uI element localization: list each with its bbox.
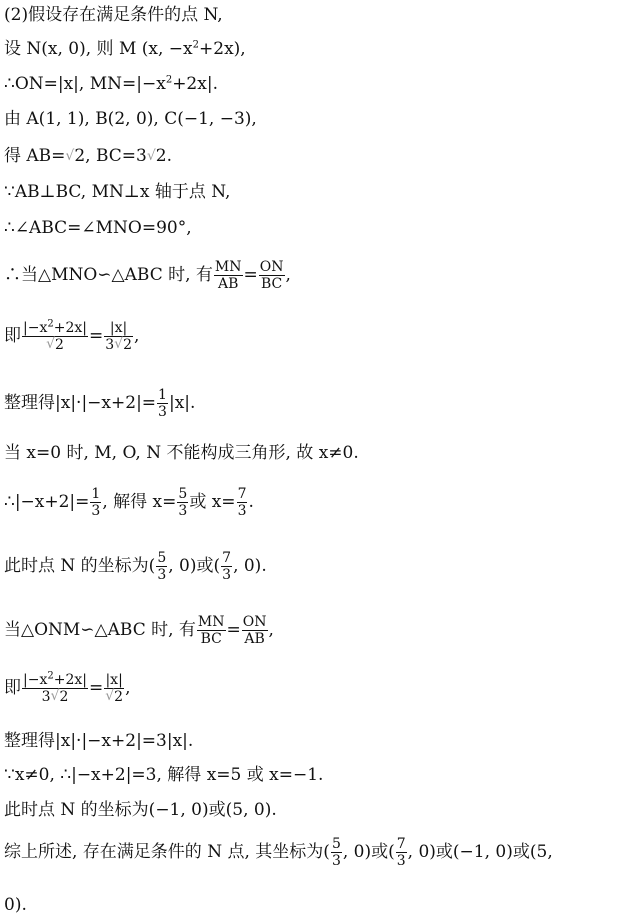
fraction: $\frac{7}{3}$ [237, 486, 247, 519]
fraction: $\frac{1}{3}$ [91, 486, 101, 519]
line-9: 即 $\frac{|-x^2+2x|}{√2}$ = $\frac{|x|}{3√2}$ , [4, 318, 140, 353]
line-14: 当△ONM∽△ABC 时, 有 $\frac{MN}{BC}$ = $\frac{ON}{AB}$ , [4, 614, 274, 647]
sqrt-radical-icon: √ [65, 148, 75, 164]
line-12: ∴|−x+2|= $\frac{1}{3}$ , 解得 x= $\frac{5}{3}$ 或 x= $\frac{7}{3}$ . [4, 486, 254, 519]
line-7: ∴∠ABC=∠MNO=90°, [4, 218, 192, 238]
fraction: $\frac{5}{3}$ [331, 836, 341, 869]
fraction: $\frac{|-x^2+2x|}{3√2}$ [23, 670, 87, 705]
line-11: 当 x=0 时, M, O, N 不能构成三角形, 故 x≠0. [4, 443, 359, 463]
fraction: $\frac{5}{3}$ [157, 550, 167, 583]
fraction: $\frac{5}{3}$ [178, 486, 188, 519]
fraction: $\frac{|x|}{3√2}$ [105, 320, 132, 353]
line-1: (2)假设存在满足条件的点 N, [4, 5, 223, 25]
line-15: 即 $\frac{|-x^2+2x|}{3√2}$ = $\frac{|x|}{√2}$ , [4, 670, 131, 705]
line-8: ∴当△MNO∽△ABC 时, 有 $\frac{MN}{AB}$ = $\frac{ON}{BC}$ , [4, 259, 291, 292]
fraction: $\frac{ON}{AB}$ [242, 614, 267, 647]
sqrt-radical-icon: √ [46, 336, 55, 352]
sqrt-radical-icon: √ [114, 336, 124, 352]
line-19: 综上所述, 存在满足条件的 N 点, 其坐标为( $\frac{5}{3}$ , 0)或( $\frac{7}{3}$ , 0)或(−1, 0)或(5, [4, 836, 553, 869]
fraction: $\frac{7}{3}$ [396, 836, 406, 869]
line-17: ∵x≠0, ∴|−x+2|=3, 解得 x=5 或 x=−1. [4, 765, 324, 785]
sqrt-radical-icon: √ [146, 148, 156, 164]
fraction: $\frac{MN}{BC}$ [197, 614, 225, 647]
fraction: $\frac{|-x^2+2x|}{√2}$ [23, 318, 87, 353]
fraction: $\frac{MN}{AB}$ [214, 259, 242, 292]
line-18: 此时点 N 的坐标为(−1, 0)或(5, 0). [4, 800, 277, 820]
fraction: $\frac{1}{3}$ [158, 387, 167, 420]
line-16: 整理得|x|·|−x+2|=3|x|. [4, 731, 194, 751]
line-10: 整理得|x|·|−x+2|= $\frac{1}{3}$ |x|. [4, 387, 196, 420]
line-4: 由 A(1, 1), B(2, 0), C(−1, −3), [4, 109, 257, 129]
fraction: $\frac{7}{3}$ [222, 550, 232, 583]
line-13: 此时点 N 的坐标为( $\frac{5}{3}$ , 0)或( $\frac{7}{3}$ , 0). [4, 550, 267, 583]
line-20: 0). [4, 895, 27, 915]
sqrt-radical-icon: √ [50, 688, 60, 704]
fraction: $\frac{|x|}{√2}$ [105, 672, 124, 705]
line-5: 得 AB=√2, BC=3√2. [4, 146, 172, 166]
line-2: 设 N(x, 0), 则 M (x, $-x^2+2x$), [4, 39, 246, 59]
line-3: ∴ON=|x|, $MN=|-x^2+2x|$. [4, 74, 218, 94]
sqrt-radical-icon: √ [105, 688, 115, 704]
fraction: $\frac{ON}{BC}$ [259, 259, 284, 292]
line-6: ∵AB⊥BC, MN⊥x 轴于点 N, [4, 182, 231, 202]
